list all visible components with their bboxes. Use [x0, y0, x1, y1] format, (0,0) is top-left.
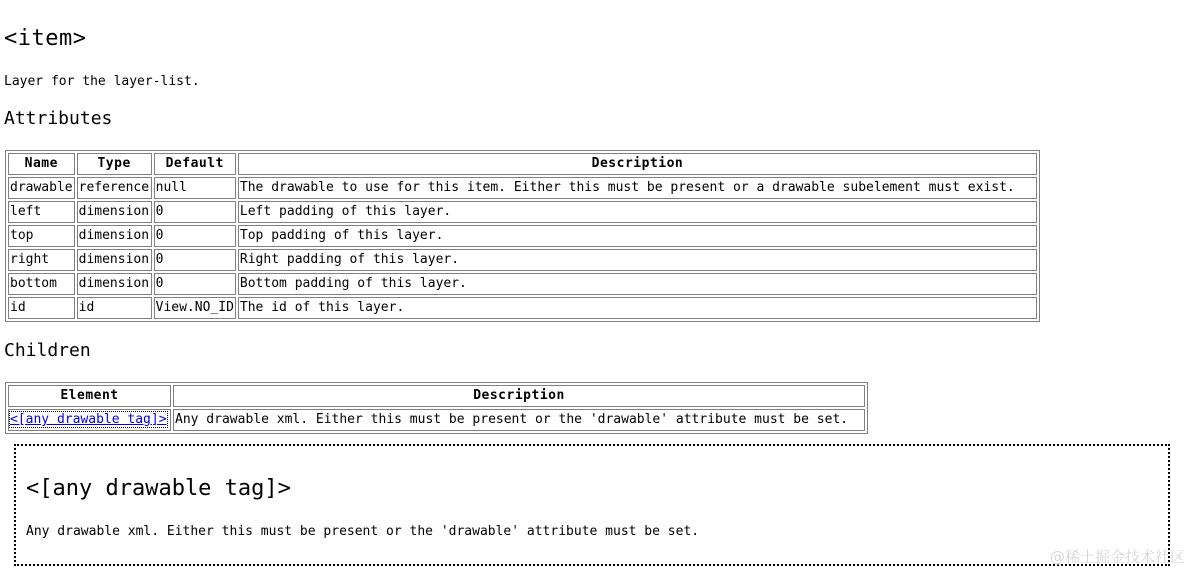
attr-type: dimension	[77, 201, 152, 223]
attr-type: dimension	[77, 225, 152, 247]
child-element-link[interactable]: <[any drawable tag]>	[10, 412, 167, 427]
attr-default: 0	[154, 225, 236, 247]
watermark: @稀土掘金技术社区	[1049, 548, 1185, 566]
attr-description: Bottom padding of this layer.	[238, 273, 1037, 295]
attr-type: dimension	[77, 273, 152, 295]
attributes-header-row	[8, 153, 1037, 175]
column-header-description: Description	[238, 153, 1037, 175]
attr-description: Top padding of this layer.	[238, 225, 1037, 247]
attr-name: id	[8, 297, 75, 319]
detail-panel	[14, 444, 1170, 566]
attr-name: left	[8, 201, 75, 223]
child-description: Any drawable xml. Either this must be present or the 'drawable' attribute must be set.	[173, 409, 865, 431]
column-header-type: Type	[77, 153, 152, 175]
child-element-cell	[8, 409, 171, 431]
page-title: <item>	[4, 26, 87, 51]
attributes-heading: Attributes	[4, 108, 113, 129]
table-row	[8, 249, 1037, 271]
attr-name: top	[8, 225, 75, 247]
attr-default: 0	[154, 201, 236, 223]
table-row	[8, 177, 1037, 199]
attr-type: id	[77, 297, 152, 319]
column-header-description: Description	[173, 385, 865, 407]
attr-default: 0	[154, 273, 236, 295]
children-table	[5, 382, 868, 434]
attr-name: bottom	[8, 273, 75, 295]
table-row	[8, 225, 1037, 247]
attr-description: The drawable to use for this item. Either this must be present or a drawable subelement must exist.	[238, 177, 1037, 199]
column-header-element: Element	[8, 385, 171, 407]
children-header-row	[8, 385, 865, 407]
column-header-name: Name	[8, 153, 75, 175]
table-row	[8, 201, 1037, 223]
table-row	[8, 297, 1037, 319]
attr-type: reference	[77, 177, 152, 199]
attributes-table	[5, 150, 1040, 322]
attr-name: right	[8, 249, 75, 271]
attr-description: The id of this layer.	[238, 297, 1037, 319]
attr-name: drawable	[8, 177, 75, 199]
table-row	[8, 273, 1037, 295]
column-header-default: Default	[154, 153, 236, 175]
attr-description: Left padding of this layer.	[238, 201, 1037, 223]
intro-text: Layer for the layer-list.	[4, 74, 200, 89]
attr-default: null	[154, 177, 236, 199]
detail-text: Any drawable xml. Either this must be present or the 'drawable' attribute must be set.	[26, 524, 700, 539]
attr-default: View.NO_ID	[154, 297, 236, 319]
children-heading: Children	[4, 340, 91, 361]
attr-type: dimension	[77, 249, 152, 271]
table-row	[8, 409, 865, 431]
attr-default: 0	[154, 249, 236, 271]
attr-description: Right padding of this layer.	[238, 249, 1037, 271]
detail-title: <[any drawable tag]>	[26, 476, 291, 501]
